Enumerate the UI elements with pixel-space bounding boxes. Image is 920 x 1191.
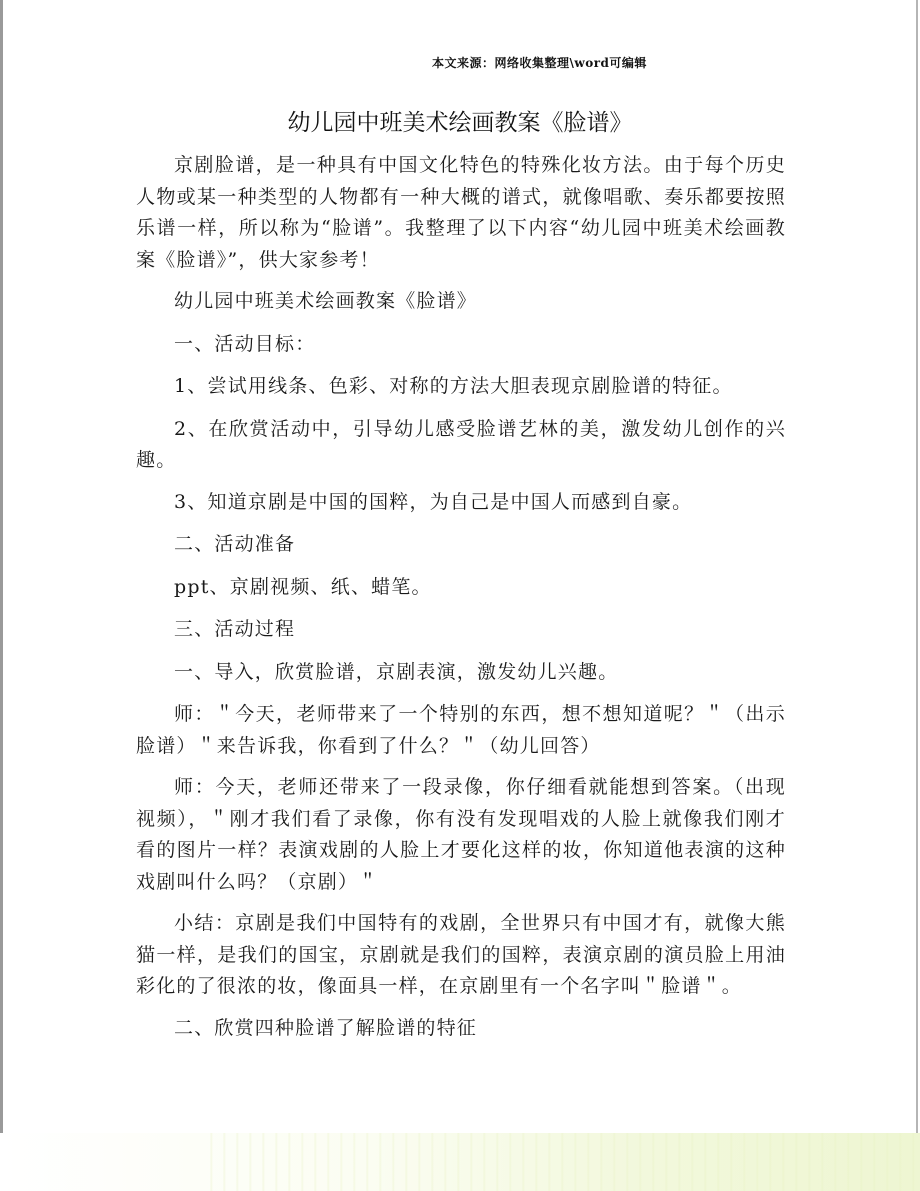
goal-item-1: 1、尝试用线条、色彩、对称的方法大胆表现京剧脸谱的特征。 <box>174 375 733 397</box>
document-title: 幼儿园中班美术绘画教案《脸谱》 <box>287 110 633 136</box>
paragraph-subtitle: 幼儿园中班美术绘画教案《脸谱》 <box>174 290 478 312</box>
section-heading-process: 三、活动过程 <box>174 618 296 640</box>
summary-paragraph: 小结：京剧是我们中国特有的戏剧，全世界只有中国才有，就像大熊猫一样，是我们的国宝，京剧就是我们的国粹，表演京剧的演员脸上用油彩化的了很浓的妆，像面具一样，在京剧里有一个名字叫＂脸谱＂。 <box>136 912 786 997</box>
process-step-2: 二、欣赏四种脸谱了解脸谱的特征 <box>174 1016 478 1039</box>
page-right-border <box>916 0 918 1191</box>
goal-item-2: 2、在欣赏活动中，引导幼儿感受脸谱艺林的美，激发幼儿创作的兴趣。 <box>136 417 786 471</box>
section-heading-preparation: 二、活动准备 <box>174 533 296 555</box>
document-body <box>136 150 786 1055</box>
teacher-dialogue-2: 师：今天，老师还带来了一段录像，你仔细看就能想到答案。（出现视频），＂刚才我们看了录像，你有没有发现唱戏的人脸上就像我们刚才看的图片一样？表演戏剧的人脸上才要化这样的妆，你知道他表演的这种戏剧叫什么吗？（京剧）＂ <box>136 776 786 893</box>
preparation-materials: ppt、京剧视频、纸、蜡笔。 <box>174 575 432 598</box>
teacher-dialogue-1: 师：＂今天，老师带来了一个特别的东西，想不想知道呢？＂（出示脸谱）＂来告诉我，你看到了什么？＂（幼儿回答） <box>136 703 786 757</box>
page-left-border <box>0 0 3 1191</box>
process-step-1: 一、导入，欣赏脸谱，京剧表演，激发幼儿兴趣。 <box>174 660 619 683</box>
section-heading-goals: 一、活动目标： <box>174 332 316 355</box>
footer-decoration <box>0 1133 920 1191</box>
goal-item-3: 3、知道京剧是中国的国粹，为自己是中国人而感到自豪。 <box>174 490 693 513</box>
paragraph-intro: 京剧脸谱，是一种具有中国文化特色的特殊化妆方法。由于每个历史人物或某一种类型的人物都有一种大概的谱式，就像唱歌、奏乐都要按照乐谱一样，所以称为“脸谱”。我整理了以下内容“幼儿园中班美术绘画教案《脸谱》”，供大家参考！ <box>136 154 786 271</box>
source-note: 本文来源：网络收集整理\word可编辑 <box>432 56 647 70</box>
